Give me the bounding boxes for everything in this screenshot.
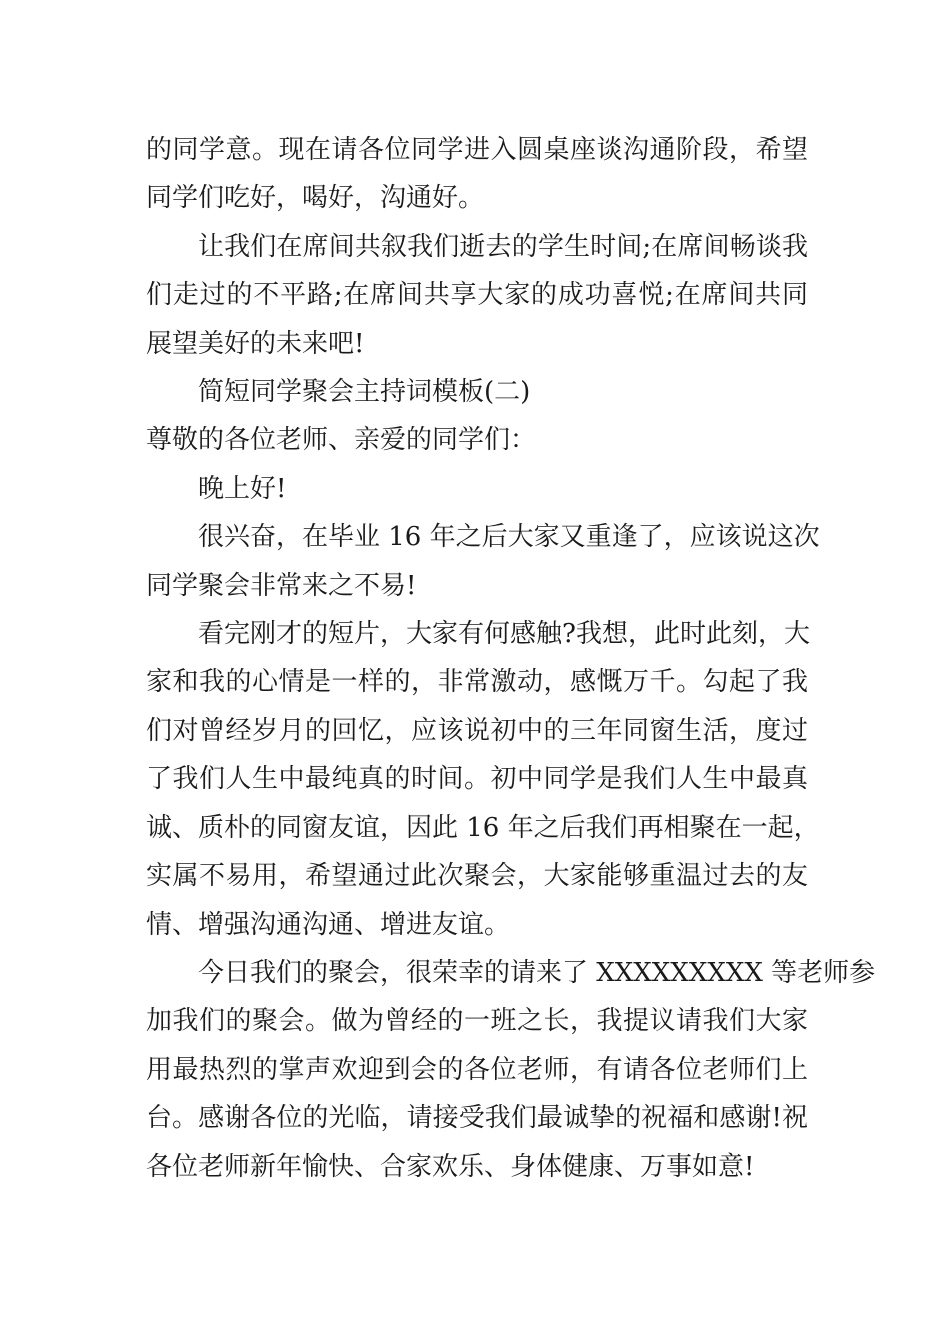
text-line: 了我们人生中最纯真的时间。初中同学是我们人生中最真 xyxy=(146,764,808,795)
text-line: 让我们在席间共叙我们逝去的学生时间;在席间畅谈我 xyxy=(198,231,808,262)
text-line: 用最热烈的掌声欢迎到会的各位老师，有请各位老师们上 xyxy=(146,1054,808,1085)
paragraph-4 xyxy=(146,610,820,949)
greeting xyxy=(146,465,808,513)
text-line: 实属不易用，希望通过此次聚会，大家能够重温过去的友 xyxy=(146,861,808,892)
text-line: 展望美好的未来吧! xyxy=(146,328,365,359)
text-line: 尊敬的各位老师、亲爱的同学们： xyxy=(146,425,537,456)
text-line: 的同学意。现在请各位同学进入圆桌座谈沟通阶段，希望 xyxy=(146,135,808,165)
text-line: 晚上好! xyxy=(198,473,287,504)
text-line: 家和我的心情是一样的，非常激动，感慨万千。勾起了我 xyxy=(146,667,808,698)
paragraph-2 xyxy=(146,223,808,368)
text-line: 今日我们的聚会，很荣幸的请来了 XXXXXXXXX 等老师参 xyxy=(198,957,876,988)
text-line: 同学们吃好，喝好，沟通好。 xyxy=(146,183,485,214)
text-line: 们走过的不平路;在席间共享大家的成功喜悦;在席间共同 xyxy=(146,280,808,311)
text-line: 各位老师新年愉快、合家欢乐、身体健康、万事如意! xyxy=(146,1151,755,1182)
section-heading xyxy=(146,368,808,416)
text-line: 们对曾经岁月的回忆，应该说初中的三年同窗生活，度过 xyxy=(146,715,808,746)
text-line: 很兴奋，在毕业 16 年之后大家又重逢了，应该说这次 xyxy=(198,522,820,553)
text-line: 台。感谢各位的光临，请接受我们最诚挚的祝福和感谢!祝 xyxy=(146,1103,808,1134)
text-line: 简短同学聚会主持词模板(二) xyxy=(198,377,531,408)
text-line: 情、增强沟通沟通、增进友谊。 xyxy=(146,909,511,940)
paragraph-3 xyxy=(146,513,820,610)
text-line: 看完刚才的短片，大家有何感触?我想，此时此刻，大 xyxy=(198,619,810,650)
text-line: 诚、质朴的同窗友谊，因此 16 年之后我们再相聚在一起， xyxy=(146,812,820,843)
document-body xyxy=(146,126,876,1191)
paragraph-1 xyxy=(146,126,808,223)
salutation xyxy=(146,416,808,464)
paragraph-5 xyxy=(146,949,876,1191)
text-line: 同学聚会非常来之不易! xyxy=(146,570,417,601)
text-line: 加我们的聚会。做为曾经的一班之长，我提议请我们大家 xyxy=(146,1006,808,1037)
